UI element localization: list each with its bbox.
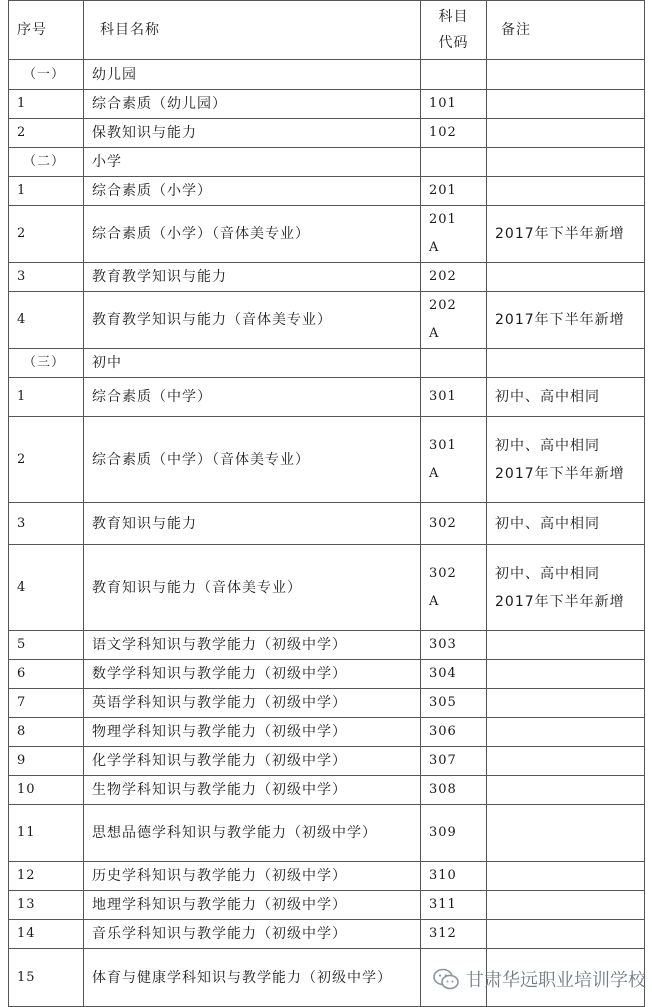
table-row (9, 660, 645, 689)
cell-seq: 1 (9, 177, 84, 206)
cell-note (487, 689, 645, 718)
table-row (9, 263, 645, 292)
table-row (9, 292, 645, 349)
cell-name: 生物学科知识与教学能力（初级中学） (84, 776, 421, 805)
watermark-text: 甘肃华远职业培训学校 (466, 970, 646, 991)
cell-seq: 7 (9, 689, 84, 718)
cell-seq: （二） (9, 148, 84, 177)
group-row (9, 148, 645, 177)
cell-seq: 14 (9, 920, 84, 949)
cell-code (421, 148, 487, 177)
cell-code: 301 A (421, 417, 487, 503)
cell-seq: 15 (9, 949, 84, 1007)
cell-note (487, 119, 645, 148)
table-row (9, 378, 645, 417)
cell-note (487, 862, 645, 891)
table-row (9, 119, 645, 148)
header-note: 备注 (487, 1, 645, 60)
cell-code: 311 (421, 891, 487, 920)
cell-note (487, 349, 645, 378)
table-row (9, 805, 645, 862)
cell-name: 音乐学科知识与教学能力（初级中学） (84, 920, 421, 949)
table-row (9, 503, 645, 545)
cell-name: 初中 (84, 349, 421, 378)
cell-name: 综合素质（小学）（音体美专业） (84, 206, 421, 263)
table-row (9, 891, 645, 920)
cell-note (487, 776, 645, 805)
table-row (9, 862, 645, 891)
cell-code: 302 (421, 503, 487, 545)
header-name: 科目名称 (84, 1, 421, 60)
cell-code: 202 A (421, 292, 487, 349)
table-row (9, 747, 645, 776)
cell-name: 幼儿园 (84, 60, 421, 90)
cell-seq: 8 (9, 718, 84, 747)
cell-name: 英语学科知识与教学能力（初级中学） (84, 689, 421, 718)
cell-note: 初中、高中相同 2017年下半年新增 (487, 417, 645, 503)
cell-code: 310 (421, 862, 487, 891)
table-row (9, 177, 645, 206)
cell-name: 思想品德学科知识与教学能力（初级中学） (84, 805, 421, 862)
cell-seq: 4 (9, 292, 84, 349)
cell-note: 初中、高中相同 (487, 378, 645, 417)
cell-name: 综合素质（小学） (84, 177, 421, 206)
cell-code (421, 60, 487, 90)
cell-code: 309 (421, 805, 487, 862)
cell-name: 化学学科知识与教学能力（初级中学） (84, 747, 421, 776)
table-row (9, 90, 645, 119)
table-row (9, 776, 645, 805)
cell-note (487, 718, 645, 747)
cell-code: 306 (421, 718, 487, 747)
cell-note: 初中、高中相同 (487, 503, 645, 545)
cell-name: 体育与健康学科知识与教学能力（初级中学） (84, 949, 421, 1007)
cell-code: 307 (421, 747, 487, 776)
cell-seq: 3 (9, 263, 84, 292)
table-row (9, 631, 645, 660)
cell-code: 304 (421, 660, 487, 689)
cell-note (487, 631, 645, 660)
cell-seq: 6 (9, 660, 84, 689)
cell-name: 物理学科知识与教学能力（初级中学） (84, 718, 421, 747)
cell-code: 305 (421, 689, 487, 718)
cell-code: 202 (421, 263, 487, 292)
cell-seq: 11 (9, 805, 84, 862)
wechat-icon (432, 968, 460, 990)
cell-note (487, 660, 645, 689)
cell-name: 保教知识与能力 (84, 119, 421, 148)
cell-seq: 2 (9, 206, 84, 263)
cell-name: 语文学科知识与教学能力（初级中学） (84, 631, 421, 660)
table-row (9, 417, 645, 503)
cell-name: 教育教学知识与能力 (84, 263, 421, 292)
cell-name: 教育教学知识与能力（音体美专业） (84, 292, 421, 349)
cell-name: 历史学科知识与教学能力（初级中学） (84, 862, 421, 891)
cell-name: 数学学科知识与教学能力（初级中学） (84, 660, 421, 689)
cell-note (487, 891, 645, 920)
cell-seq: 13 (9, 891, 84, 920)
cell-seq: （一） (9, 60, 84, 90)
cell-note (487, 805, 645, 862)
header-code: 科目 代码 (421, 1, 487, 60)
header-seq: 序号 (9, 1, 84, 60)
cell-seq: 3 (9, 503, 84, 545)
cell-seq: 1 (9, 378, 84, 417)
cell-name: 教育知识与能力 (84, 503, 421, 545)
cell-note (487, 148, 645, 177)
cell-note (487, 920, 645, 949)
cell-seq: 4 (9, 545, 84, 631)
cell-code: 301 (421, 378, 487, 417)
cell-seq: 1 (9, 90, 84, 119)
cell-name: 小学 (84, 148, 421, 177)
group-row (9, 60, 645, 90)
table-row (9, 718, 645, 747)
cell-note (487, 177, 645, 206)
cell-note (487, 90, 645, 119)
cell-note (487, 60, 645, 90)
cell-code: 201 A (421, 206, 487, 263)
cell-name: 地理学科知识与教学能力（初级中学） (84, 891, 421, 920)
table-row (9, 689, 645, 718)
group-row (9, 349, 645, 378)
cell-code: 308 (421, 776, 487, 805)
cell-code: 312 (421, 920, 487, 949)
subject-table (8, 0, 645, 1007)
table-header-row (9, 1, 645, 60)
table-row (9, 545, 645, 631)
cell-seq: 2 (9, 119, 84, 148)
cell-note: 2017年下半年新增 (487, 292, 645, 349)
watermark (432, 964, 646, 994)
cell-code (421, 349, 487, 378)
cell-note: 初中、高中相同 2017年下半年新增 (487, 545, 645, 631)
cell-name: 综合素质（中学） (84, 378, 421, 417)
cell-code: 201 (421, 177, 487, 206)
cell-note: 2017年下半年新增 (487, 206, 645, 263)
cell-note (487, 263, 645, 292)
cell-code: 303 (421, 631, 487, 660)
cell-seq: 12 (9, 862, 84, 891)
cell-seq: （三） (9, 349, 84, 378)
cell-seq: 9 (9, 747, 84, 776)
cell-note (487, 747, 645, 776)
cell-code: 101 (421, 90, 487, 119)
cell-seq: 10 (9, 776, 84, 805)
cell-code: 302 A (421, 545, 487, 631)
cell-seq: 2 (9, 417, 84, 503)
cell-name: 教育知识与能力（音体美专业） (84, 545, 421, 631)
cell-name: 综合素质（中学）（音体美专业） (84, 417, 421, 503)
table-row (9, 920, 645, 949)
table-row (9, 206, 645, 263)
cell-seq: 5 (9, 631, 84, 660)
cell-name: 综合素质（幼儿园） (84, 90, 421, 119)
cell-code: 102 (421, 119, 487, 148)
